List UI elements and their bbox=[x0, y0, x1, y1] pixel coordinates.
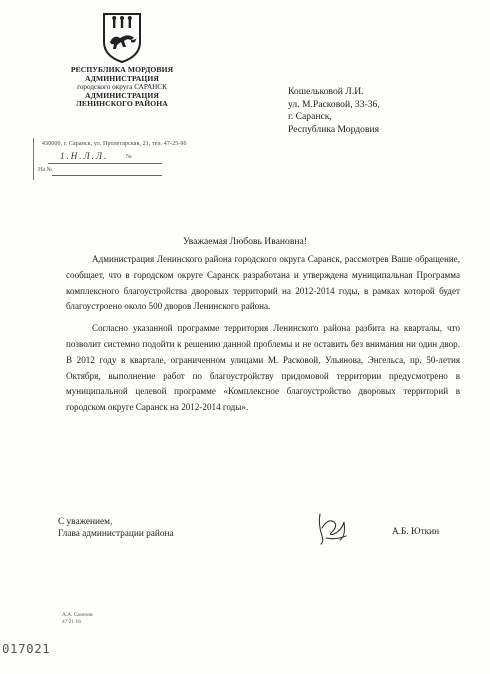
executor-name: А.А. Салехов bbox=[62, 612, 93, 618]
body-paragraph: Администрация Ленинского района городского округа Саранск, рассмотрев Ваше обращение, сообщает, что в городском округе Саранск разработана и утверждена муниципальная Программа комплексного благоустройства дворовых территорий на 2012-2014 годы, в рамках которой будет благоустроено около 500 дворов Ленинского района. bbox=[66, 254, 460, 312]
signer-name: А.Б. Юткин bbox=[392, 527, 440, 537]
incoming-ref-underline bbox=[52, 175, 162, 176]
executor-info bbox=[62, 612, 93, 626]
salutation: Уважаемая Любовь Ивановна! bbox=[183, 236, 307, 247]
org-line-district: ЛЕНИНСКОГО РАЙОНА bbox=[76, 99, 168, 109]
letter-body bbox=[66, 252, 460, 422]
incoming-ref-line bbox=[38, 167, 162, 177]
closing-regards: С уважением, bbox=[58, 517, 113, 527]
coat-of-arms-icon bbox=[100, 12, 144, 64]
handwritten-signature bbox=[312, 510, 352, 546]
recipient-name: Кошельковой Л.И. bbox=[288, 86, 364, 97]
org-line-administration-2: АДМИНИСТРАЦИЯ bbox=[85, 90, 159, 100]
org-address: 430000, г. Саранск, ул. Пролетарская, 21, тел. 47-25-96 bbox=[42, 141, 187, 147]
org-line-republic: РЕСПУБЛИКА МОРДОВИЯ bbox=[70, 65, 174, 74]
recipient-street: ул. М.Расковой, 33-36, bbox=[288, 98, 380, 110]
outgoing-ref-line bbox=[42, 151, 162, 164]
closing-block bbox=[58, 516, 174, 541]
org-line-city-district: городского округа САРАНСК bbox=[77, 83, 167, 92]
outgoing-ref-number-label: № bbox=[126, 154, 132, 160]
organization-name bbox=[54, 66, 190, 109]
recipient-city: г. Саранск, bbox=[288, 111, 332, 123]
body-paragraph: Согласно указанной программе территория Ленинского района разбита на кварталы, что позволит системно подойти к решению данной проблемы и не оставить без внимания ни один двор. В 2012 году в квартале, ограниченном улицами М. Расковой, Ульянова, Энгельса, пр. 50-летия Октября, выполнение работ по благоустройству придомовой территории предусмотрено в муниципальной целевой программе «Комплексное благоустройство дворовых территорий в городском округе Саранск на 2012-2014 годы». bbox=[66, 323, 460, 413]
incoming-ref-label: На № bbox=[38, 167, 53, 173]
letterhead-bracket bbox=[33, 138, 37, 180]
outgoing-ref-handwritten: 1.Н.Л.Л. bbox=[60, 151, 109, 161]
recipient-region: Республика Мордовия bbox=[288, 123, 380, 135]
ref-underline bbox=[48, 163, 162, 164]
signer-position: Глава администрации района bbox=[58, 529, 174, 540]
executor-phone: 47 21 16 bbox=[62, 619, 81, 625]
document-number-stamp: 017021 bbox=[2, 641, 51, 656]
org-line-administration: АДМИНИСТРАЦИЯ bbox=[85, 73, 159, 83]
recipient-address bbox=[288, 86, 380, 136]
